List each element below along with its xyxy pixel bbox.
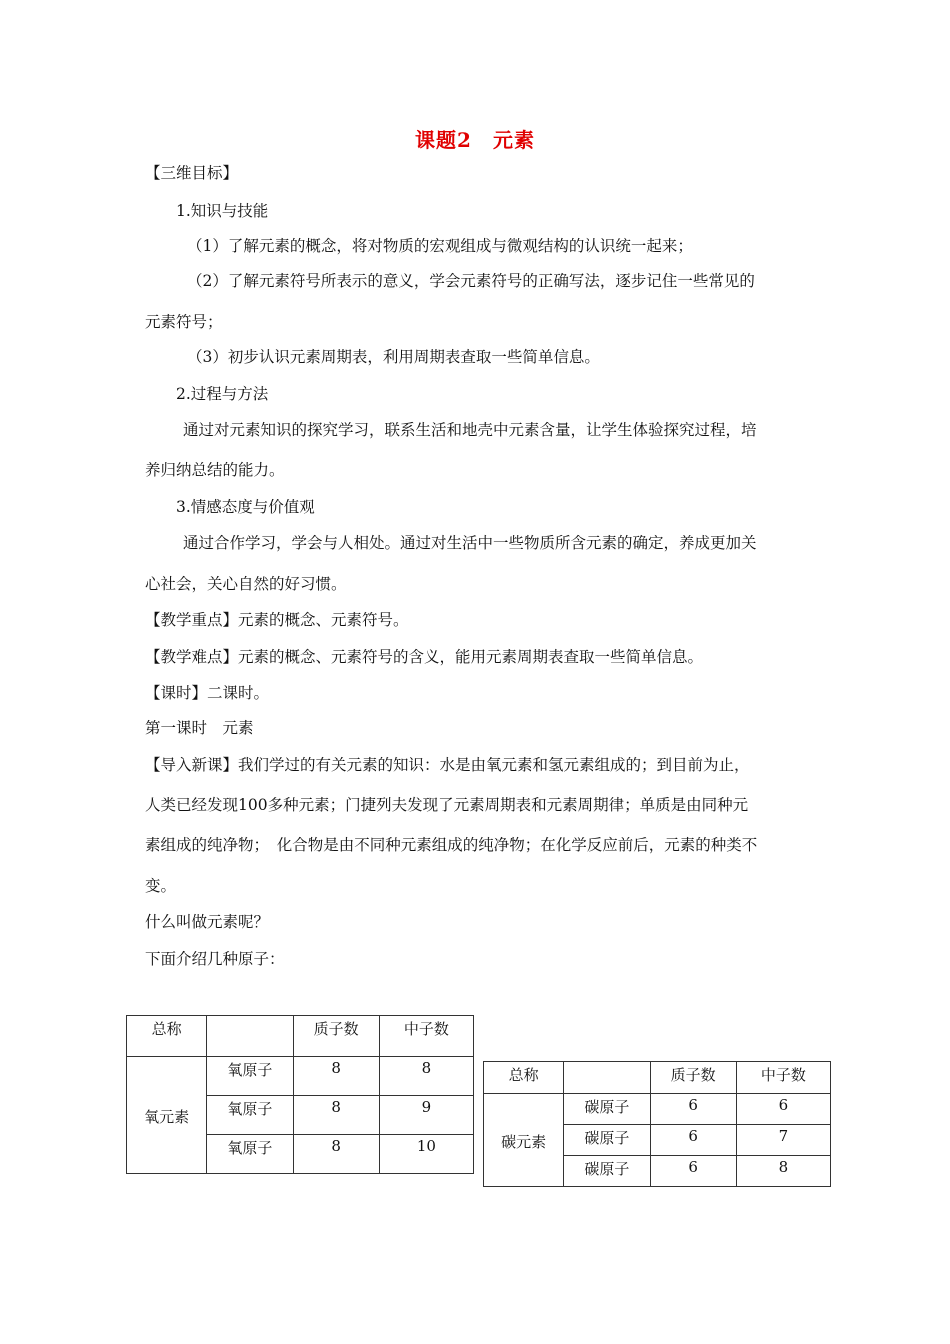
question-line: 什么叫做元素呢？ <box>145 913 270 931</box>
neutron-count-cell: 7 <box>736 1125 830 1156</box>
subheading-knowledge-skills: 1.知识与技能 <box>176 202 269 220</box>
subheading-process-method: 2.过程与方法 <box>176 385 269 403</box>
proton-count-cell: 8 <box>293 1057 379 1096</box>
neutron-count-cell: 6 <box>736 1094 830 1125</box>
intro-paragraph-line-4: 变。 <box>145 877 177 895</box>
header-cell <box>564 1062 650 1094</box>
subheading-attitude-values: 3.情感态度与价值观 <box>176 498 315 516</box>
intro-paragraph-line-1: 【导入新课】我们学过的有关元素的知识：水是由氧元素和氢元素组成的；到目前为止， <box>145 756 750 774</box>
attitude-paragraph-line-2: 心社会，关心自然的好习惯。 <box>145 575 347 593</box>
objective-item-2-line-2: 元素符号； <box>145 313 223 331</box>
atoms-intro-line: 下面介绍几种原子： <box>145 950 285 968</box>
document-title: 课题2 元素 <box>415 128 535 152</box>
proton-count-cell: 6 <box>650 1156 736 1187</box>
header-cell: 中子数 <box>379 1016 473 1057</box>
header-cell <box>207 1016 293 1057</box>
class-hours: 【课时】二课时。 <box>145 684 270 702</box>
element-group-cell: 氧元素 <box>127 1057 207 1174</box>
header-cell: 中子数 <box>736 1062 830 1094</box>
intro-paragraph-line-3: 素组成的纯净物； 化合物是由不同种元素组成的纯净物；在化学反应前后，元素的种类不 <box>145 836 758 854</box>
table-header-row <box>127 1016 474 1057</box>
carbon-atoms-table <box>483 1061 831 1187</box>
section-heading-objectives: 【三维目标】 <box>145 164 239 182</box>
objective-item-3: （3）初步认识元素周期表，利用周期表查取一些简单信息。 <box>187 348 600 366</box>
atom-name-cell: 碳原子 <box>564 1156 650 1187</box>
neutron-count-cell: 9 <box>379 1096 473 1135</box>
oxygen-atoms-table <box>126 1015 474 1174</box>
element-group-cell: 碳元素 <box>484 1094 564 1187</box>
table-row <box>484 1094 831 1125</box>
atom-name-cell: 氧原子 <box>207 1096 293 1135</box>
header-cell: 总称 <box>127 1016 207 1057</box>
objective-item-1: （1）了解元素的概念，将对物质的宏观组成与微观结构的认识统一起来； <box>187 237 693 255</box>
intro-paragraph-line-2: 人类已经发现100多种元素；门捷列夫发现了元素周期表和元素周期律；单质是由同种元 <box>145 796 749 814</box>
proton-count-cell: 6 <box>650 1125 736 1156</box>
objective-item-2-line-1: （2）了解元素符号所表示的意义，学会元素符号的正确写法，逐步记住一些常见的 <box>187 272 755 290</box>
neutron-count-cell: 10 <box>379 1135 473 1174</box>
neutron-count-cell: 8 <box>736 1156 830 1187</box>
proton-count-cell: 8 <box>293 1135 379 1174</box>
process-paragraph-line-1: 通过对元素知识的探究学习，联系生活和地壳中元素含量，让学生体验探究过程，培 <box>183 421 757 439</box>
atom-name-cell: 氧原子 <box>207 1135 293 1174</box>
atom-name-cell: 碳原子 <box>564 1125 650 1156</box>
header-cell: 质子数 <box>293 1016 379 1057</box>
header-cell: 质子数 <box>650 1062 736 1094</box>
neutron-count-cell: 8 <box>379 1057 473 1096</box>
table-row <box>127 1057 474 1096</box>
proton-count-cell: 6 <box>650 1094 736 1125</box>
atom-name-cell: 氧原子 <box>207 1057 293 1096</box>
first-lesson-heading: 第一课时 元素 <box>145 719 254 737</box>
proton-count-cell: 8 <box>293 1096 379 1135</box>
teaching-difficulties: 【教学难点】元素的概念、元素符号的含义，能用元素周期表查取一些简单信息。 <box>145 648 704 666</box>
atom-name-cell: 碳原子 <box>564 1094 650 1125</box>
table-header-row <box>484 1062 831 1094</box>
teaching-key-points: 【教学重点】元素的概念、元素符号。 <box>145 611 409 629</box>
attitude-paragraph-line-1: 通过合作学习，学会与人相处。通过对生活中一些物质所含元素的确定，养成更加关 <box>183 534 757 552</box>
header-cell: 总称 <box>484 1062 564 1094</box>
process-paragraph-line-2: 养归纳总结的能力。 <box>145 461 285 479</box>
